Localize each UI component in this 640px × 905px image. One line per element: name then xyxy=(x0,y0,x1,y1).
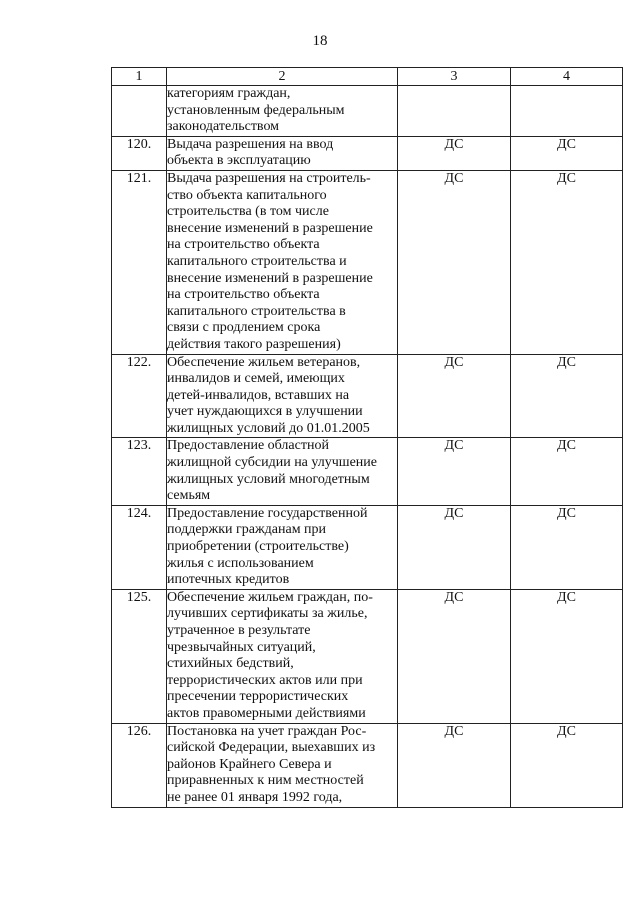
description-line: пресечении террористических xyxy=(167,689,349,705)
table-row xyxy=(112,723,623,807)
description-line: жилищных условий многодетным xyxy=(167,471,370,487)
table-row xyxy=(112,589,623,723)
description-line: Выдача разрешения на ввод xyxy=(167,136,334,152)
column-3-value xyxy=(398,86,511,137)
row-number xyxy=(112,86,167,137)
column-3-value: ДС xyxy=(398,354,511,438)
services-table xyxy=(111,67,623,808)
column-4-value: ДС xyxy=(511,505,623,589)
description-line: сийской Федерации, выехавших из xyxy=(167,740,376,756)
description-line: жилья с использованием xyxy=(167,555,314,571)
column-4-value: ДС xyxy=(511,723,623,807)
description-line: на строительство объекта xyxy=(167,287,320,303)
row-number: 123. xyxy=(112,438,167,505)
description-line: ипотечных кредитов xyxy=(167,572,290,588)
description-line: категориям граждан, xyxy=(167,86,291,101)
description-line: приобретении (строительстве) xyxy=(167,539,349,555)
description-line: Предоставление государственной xyxy=(167,505,368,521)
service-description xyxy=(167,86,398,137)
description-line: Предоставление областной xyxy=(167,438,329,454)
column-3-value: ДС xyxy=(398,170,511,354)
description-line: Обеспечение жильем граждан, по- xyxy=(167,589,373,605)
table-row xyxy=(112,354,623,438)
description-line: актов правомерными действиями xyxy=(167,705,366,721)
description-line: утраченное в результате xyxy=(167,623,311,638)
description-line: объекта в эксплуатацию xyxy=(167,153,311,169)
column-number-2: 2 xyxy=(167,68,398,86)
description-line: ство объекта капитального xyxy=(167,187,327,203)
table-body xyxy=(112,86,623,808)
column-4-value: ДС xyxy=(511,136,623,170)
description-line: действия такого разрешения) xyxy=(167,336,341,352)
description-line: семьям xyxy=(167,488,211,504)
service-description xyxy=(167,589,398,723)
column-3-value: ДС xyxy=(398,505,511,589)
description-line: связи с продлением срока xyxy=(167,320,321,336)
description-line: внесение изменений в разрешение xyxy=(167,270,373,286)
row-number: 121. xyxy=(112,170,167,354)
column-4-value: ДС xyxy=(511,170,623,354)
description-line: учет нуждающихся в улучшении xyxy=(167,404,363,420)
service-description xyxy=(167,505,398,589)
description-line: чрезвычайных ситуаций, xyxy=(167,639,316,655)
description-line: установленным федеральным xyxy=(167,102,345,118)
description-line: Выдача разрешения на строитель- xyxy=(167,170,371,186)
column-number-4: 4 xyxy=(511,68,623,86)
description-line: Обеспечение жильем ветеранов, xyxy=(167,354,361,370)
service-description xyxy=(167,170,398,354)
description-line: капитального строительства и xyxy=(167,253,347,269)
description-line: районов Крайнего Севера и xyxy=(167,756,332,772)
page-number: 18 xyxy=(312,33,328,49)
description-line: законодательством xyxy=(167,119,280,135)
description-line: детей-инвалидов, вставших на xyxy=(167,387,350,403)
service-description xyxy=(167,136,398,170)
row-number: 124. xyxy=(112,505,167,589)
description-line: стихийных бедствий, xyxy=(167,656,294,672)
row-number: 125. xyxy=(112,589,167,723)
table-row xyxy=(112,136,623,170)
row-number: 120. xyxy=(112,136,167,170)
description-line: капитального строительства в xyxy=(167,303,346,319)
table-row xyxy=(112,438,623,505)
description-line: террористических актов или при xyxy=(167,672,363,688)
column-3-value: ДС xyxy=(398,723,511,807)
service-description xyxy=(167,354,398,438)
column-4-value: ДС xyxy=(511,438,623,505)
description-line: Постановка на учет граждан Рос- xyxy=(167,723,367,739)
description-line: на строительство объекта xyxy=(167,237,320,253)
table-row xyxy=(112,505,623,589)
description-line: не ранее 01 января 1992 года, xyxy=(167,789,343,805)
row-number: 122. xyxy=(112,354,167,438)
description-line: жилищной субсидии на улучшение xyxy=(167,455,377,471)
column-4-value: ДС xyxy=(511,589,623,723)
column-number-3: 3 xyxy=(398,68,511,86)
description-line: жилищных условий до 01.01.2005 xyxy=(167,420,370,436)
column-number-row xyxy=(112,68,623,86)
table-row xyxy=(112,170,623,354)
column-4-value xyxy=(511,86,623,137)
description-line: внесение изменений в разрешение xyxy=(167,220,373,236)
column-number-1: 1 xyxy=(112,68,167,86)
service-description xyxy=(167,723,398,807)
column-3-value: ДС xyxy=(398,589,511,723)
description-line: приравненных к ним местностей xyxy=(167,773,364,789)
column-3-value: ДС xyxy=(398,136,511,170)
description-line: строительства (в том числе xyxy=(167,204,329,220)
service-description xyxy=(167,438,398,505)
column-4-value: ДС xyxy=(511,354,623,438)
row-number: 126. xyxy=(112,723,167,807)
description-line: лучивших сертификаты за жилье, xyxy=(167,606,368,622)
description-line: поддержки гражданам при xyxy=(167,522,327,538)
description-line: инвалидов и семей, имеющих xyxy=(167,371,345,387)
column-3-value: ДС xyxy=(398,438,511,505)
table-row xyxy=(112,86,623,137)
